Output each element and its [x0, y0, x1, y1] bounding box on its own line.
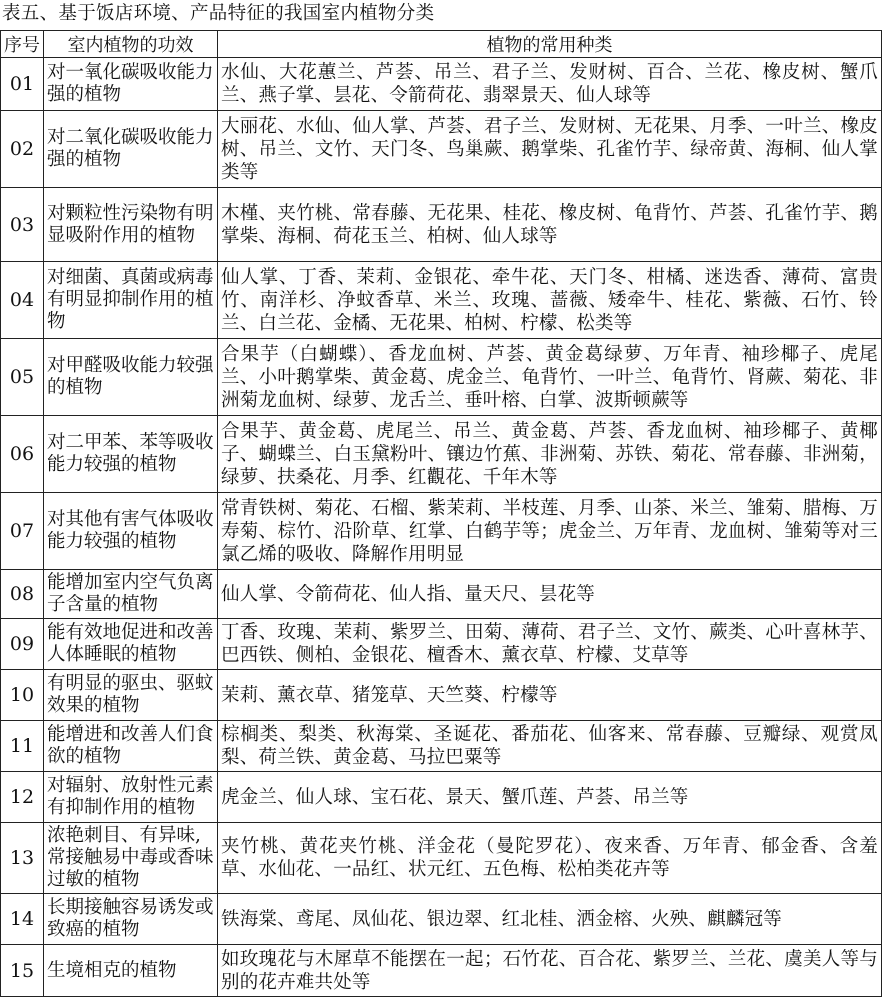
row-species: 铁海棠、鸢尾、凤仙花、银边翠、红北桂、洒金榕、火殃、麒麟冠等: [218, 894, 882, 945]
row-species: 木槿、夹竹桃、常春藤、无花果、桂花、橡皮树、龟背竹、芦荟、孔雀竹芋、鹅掌柴、海桐、荷花玉兰、柏树、仙人球等: [218, 188, 882, 262]
row-function: 对一氧化碳吸收能力强的植物: [44, 58, 218, 111]
table-row: [1, 945, 882, 997]
table-row: [1, 823, 882, 894]
row-number: 08: [1, 570, 44, 619]
row-function: 能有效地促进和改善人体睡眠的植物: [44, 619, 218, 670]
row-species: 丁香、玫瑰、茉莉、紫罗兰、田菊、薄荷、君子兰、文竹、蕨类、心叶喜林芋、巴西铁、侧柏、金银花、檀香木、薰衣草、柠檬、艾草等: [218, 619, 882, 670]
row-function: 能增加室内空气负离子含量的植物: [44, 570, 218, 619]
table-row: [1, 339, 882, 416]
table-row: [1, 262, 882, 339]
row-number: 12: [1, 772, 44, 823]
row-species: 如玫瑰花与木犀草不能摆在一起；石竹花、百合花、紫罗兰、兰花、虞美人等与别的花卉难共处等: [218, 945, 882, 997]
row-species: 棕榈类、梨类、秋海棠、圣诞花、番茄花、仙客来、常春藤、豆瓣绿、观赏凤梨、荷兰铁、黄金葛、马拉巴粟等: [218, 721, 882, 772]
row-number: 07: [1, 493, 44, 570]
table-row: [1, 188, 882, 262]
row-number: 11: [1, 721, 44, 772]
row-number: 13: [1, 823, 44, 894]
row-number: 04: [1, 262, 44, 339]
row-function: 能增进和改善人们食欲的植物: [44, 721, 218, 772]
table-row: [1, 894, 882, 945]
header-serial-number: 序号: [1, 31, 44, 58]
table-row: [1, 416, 882, 493]
table-row: [1, 111, 882, 188]
row-species: 茉莉、薰衣草、猪笼草、天竺葵、柠檬等: [218, 670, 882, 721]
row-species: 大丽花、水仙、仙人掌、芦荟、君子兰、发财树、无花果、月季、一叶兰、橡皮树、吊兰、文竹、天门冬、鸟巢蕨、鹅掌柴、孔雀竹芋、绿帝黄、海桐、仙人掌类等: [218, 111, 882, 188]
row-function: 有明显的驱虫、驱蚊效果的植物: [44, 670, 218, 721]
row-function: 长期接触容易诱发或致癌的植物: [44, 894, 218, 945]
row-function: 对其他有害气体吸收能力较强的植物: [44, 493, 218, 570]
row-number: 02: [1, 111, 44, 188]
row-function: 生境相克的植物: [44, 945, 218, 997]
row-function: 对辐射、放射性元素有抑制作用的植物: [44, 772, 218, 823]
row-species: 常青铁树、菊花、石榴、紫茉莉、半枝莲、月季、山茶、米兰、雏菊、腊梅、万寿菊、棕竹、沿阶草、红掌、白鹤芋等；虎金兰、万年青、龙血树、雏菊等对三氯乙烯的吸收、降解作用明显: [218, 493, 882, 570]
table-row: [1, 670, 882, 721]
row-function: 对甲醛吸收能力较强的植物: [44, 339, 218, 416]
header-plant-function: 室内植物的功效: [44, 31, 218, 58]
row-species: 仙人掌、令箭荷花、仙人指、量天尺、昙花等: [218, 570, 882, 619]
table-row: [1, 58, 882, 111]
row-number: 03: [1, 188, 44, 262]
table-row: [1, 619, 882, 670]
row-species: 水仙、大花蕙兰、芦荟、吊兰、君子兰、发财树、百合、兰花、橡皮树、蟹爪兰、燕子掌、昙花、令箭荷花、翡翠景天、仙人球等: [218, 58, 882, 111]
row-function: 对二甲苯、苯等吸收能力较强的植物: [44, 416, 218, 493]
plant-classification-table: [0, 30, 882, 997]
row-species: 虎金兰、仙人球、宝石花、景天、蟹爪莲、芦荟、吊兰等: [218, 772, 882, 823]
table-caption: 表五、基于饭店环境、产品特征的我国室内植物分类: [2, 3, 435, 24]
row-number: 09: [1, 619, 44, 670]
table-header-row: [1, 31, 882, 58]
table-row: [1, 721, 882, 772]
row-number: 15: [1, 945, 44, 997]
row-species: 仙人掌、丁香、茉莉、金银花、牵牛花、天门冬、柑橘、迷迭香、薄荷、富贵竹、南洋杉、净蚊香草、米兰、玫瑰、蔷薇、矮牵牛、桂花、紫薇、石竹、铃兰、白兰花、金橘、无花果、柏树、柠檬、松类等: [218, 262, 882, 339]
row-function: 对细菌、真菌或病毒有明显抑制作用的植物: [44, 262, 218, 339]
row-function: 浓艳刺目、有异味,常接触易中毒或香味过敏的植物: [44, 823, 218, 894]
row-species: 合果芋（白蝴蝶）、香龙血树、芦荟、黄金葛绿萝、万年青、袖珍椰子、虎尾兰、小叶鹅掌柴、黄金葛、虎金兰、龟背竹、一叶兰、龟背竹、肾蕨、菊花、非洲菊龙血树、绿萝、龙舌兰、垂叶榕、白掌、波斯顿蕨等: [218, 339, 882, 416]
table-row: [1, 493, 882, 570]
table-row: [1, 570, 882, 619]
row-number: 01: [1, 58, 44, 111]
row-species: 合果芋、黄金葛、虎尾兰、吊兰、黄金葛、芦荟、香龙血树、袖珍椰子、黄椰子、蝴蝶兰、白玉黛粉叶、镶边竹蕉、非洲菊、苏铁、菊花、常春藤、非洲菊，绿萝、扶桑花、月季、红觀花、千年木等: [218, 416, 882, 493]
header-common-species: 植物的常用种类: [218, 31, 882, 58]
row-number: 05: [1, 339, 44, 416]
row-species: 夹竹桃、黄花夹竹桃、洋金花（曼陀罗花）、夜来香、万年青、郁金香、含羞草、水仙花、一品红、状元红、五色梅、松柏类花卉等: [218, 823, 882, 894]
row-number: 06: [1, 416, 44, 493]
table-row: [1, 772, 882, 823]
row-function: 对颗粒性污染物有明显吸附作用的植物: [44, 188, 218, 262]
row-number: 14: [1, 894, 44, 945]
row-number: 10: [1, 670, 44, 721]
row-function: 对二氧化碳吸收能力强的植物: [44, 111, 218, 188]
